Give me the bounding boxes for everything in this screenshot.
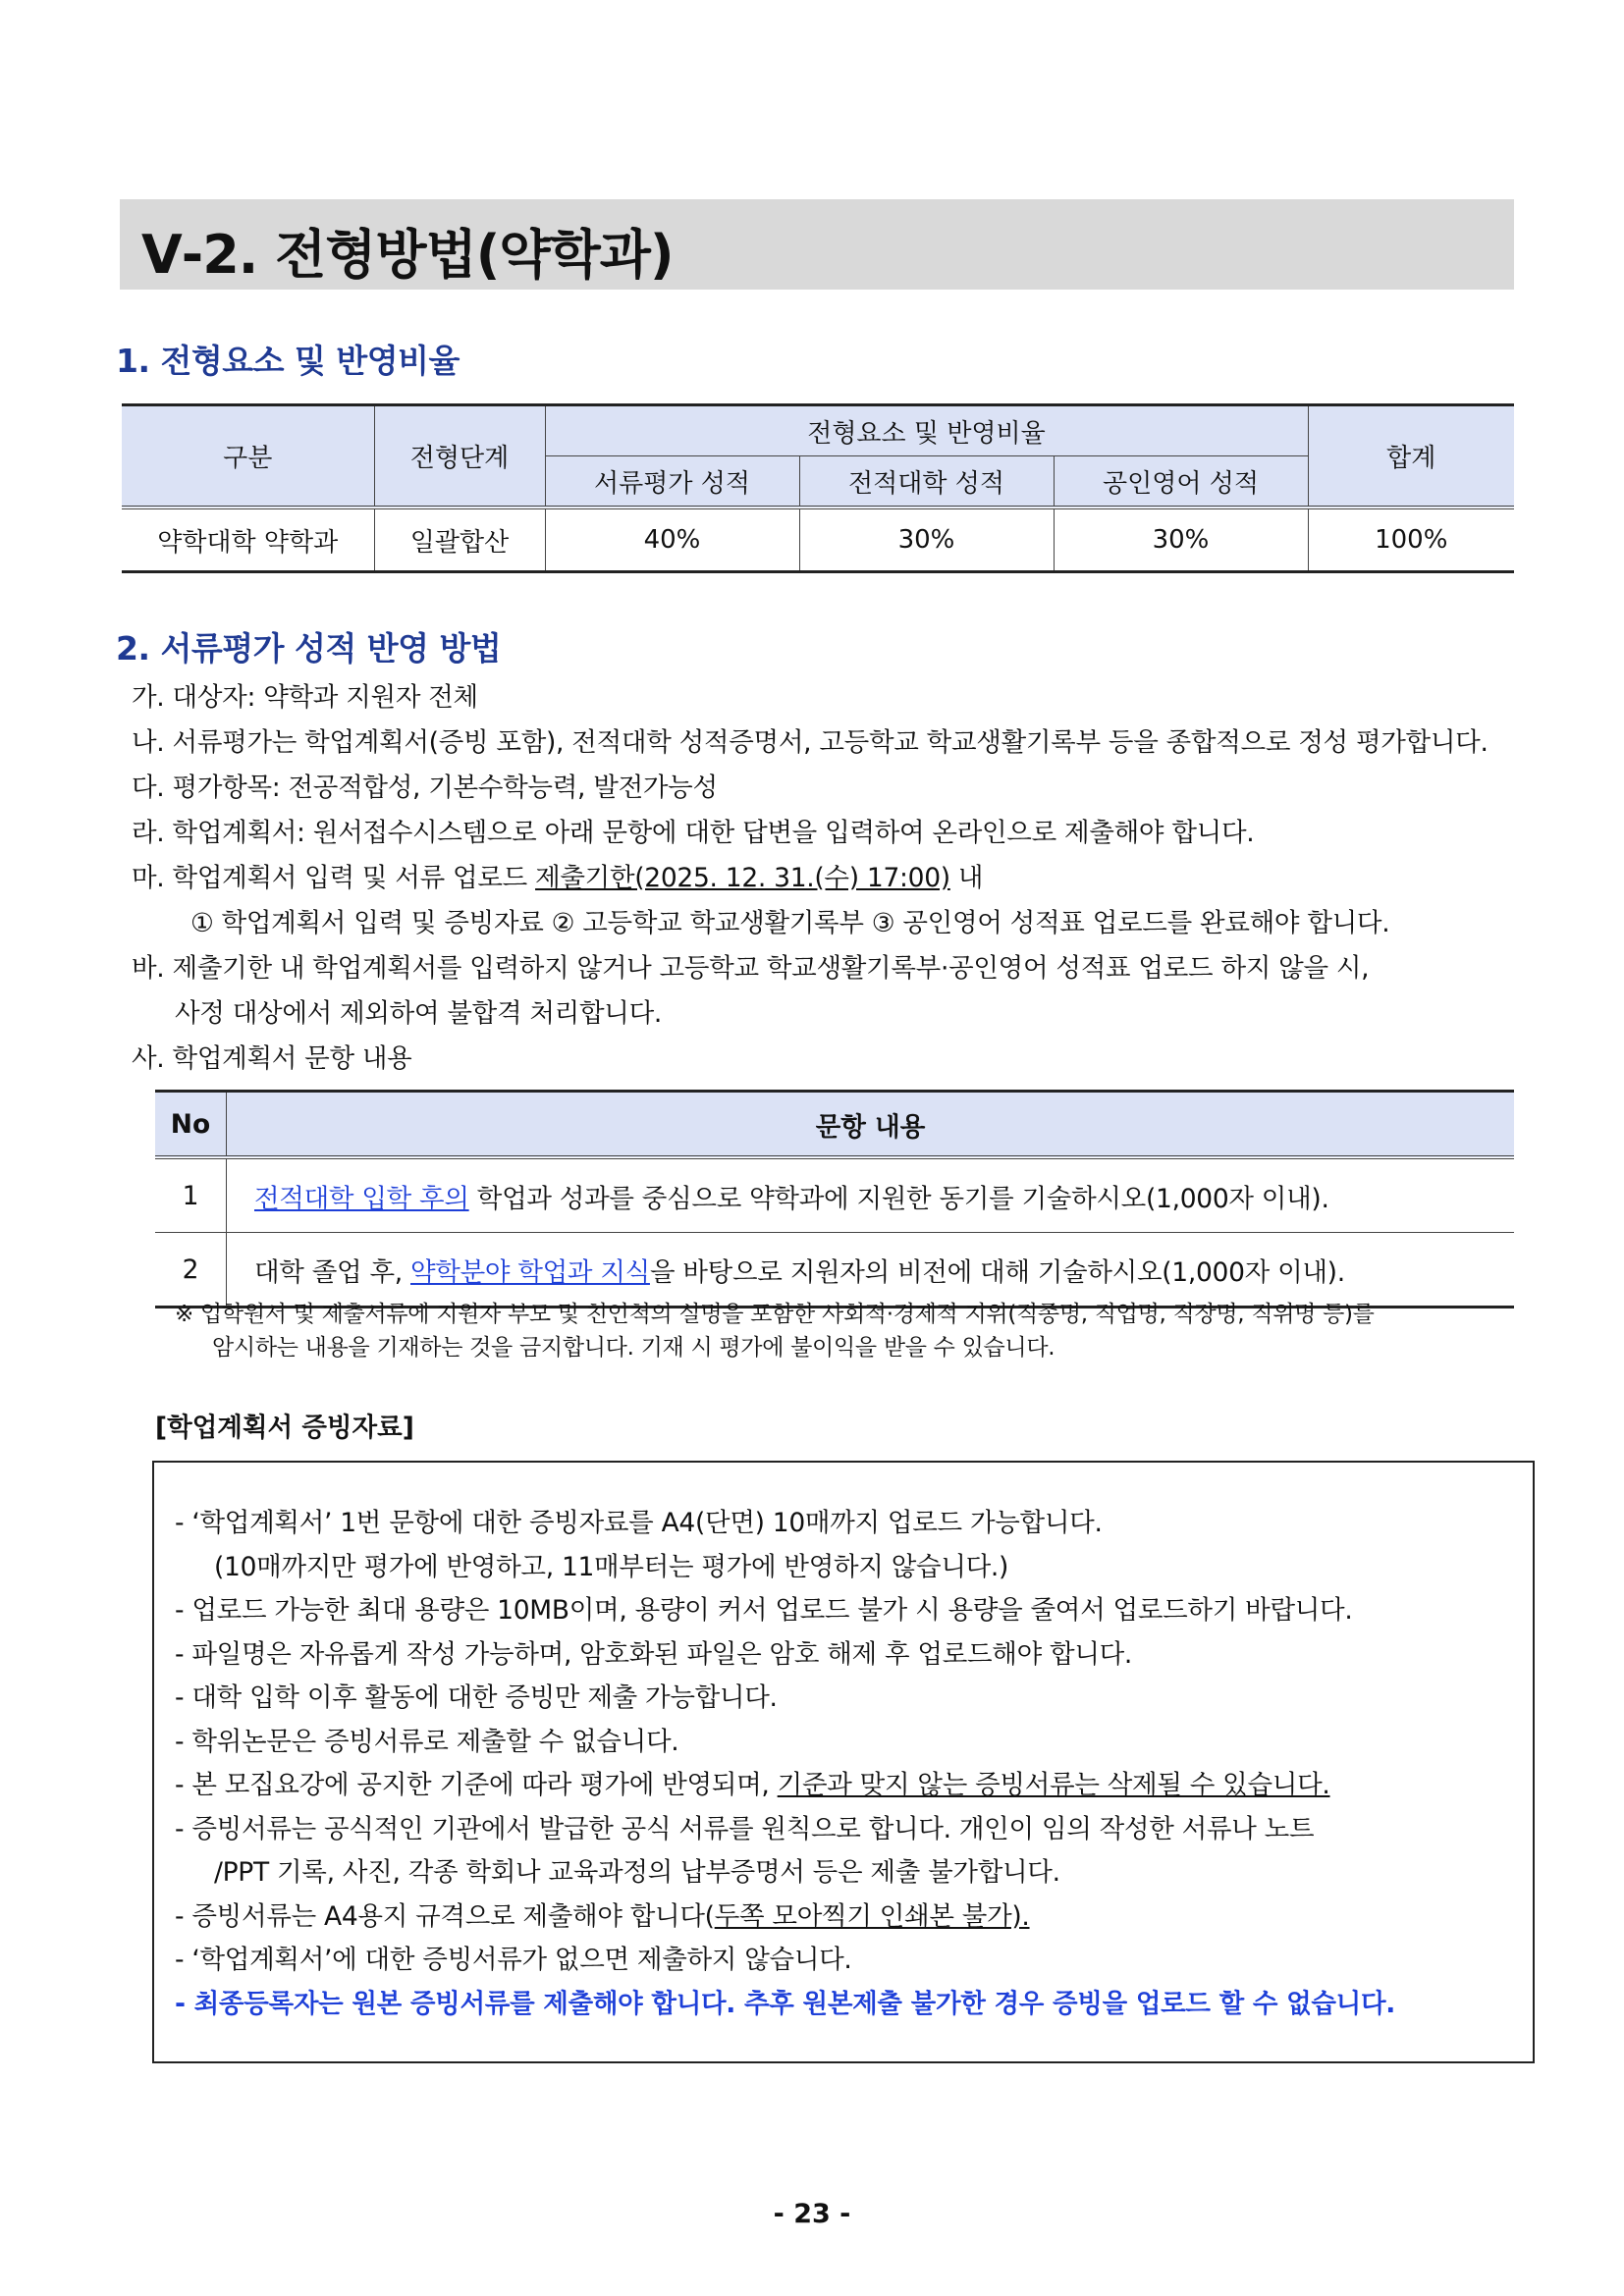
header-english: 공인영어 성적	[1054, 456, 1308, 508]
evidence-line-prefix: - 본 모집요강에 공지한 기준에 따라 평가에 반영되며,	[175, 1770, 778, 1800]
question-body: 을 바탕으로 지원자의 비전에 대해 기술하시오(1,000자 이내).	[649, 1256, 1345, 1288]
item-ma-cont: ① 학업계획서 입력 및 증빙자료 ② 고등학교 학교생활기록부 ③ 공인영어 성적표 업로드를 완료해야 합니다.	[190, 908, 1390, 938]
evidence-title: [학업계획서 증빙자료]	[155, 1413, 414, 1443]
header-no: No	[155, 1092, 227, 1158]
item-ma-suffix: 내	[949, 863, 984, 893]
evidence-list	[175, 1502, 1530, 2026]
header-stage: 전형단계	[374, 405, 545, 508]
header-category: 구분	[122, 405, 374, 508]
item-da: 다. 평가항목: 전공적합성, 기본수학능력, 발전가능성	[132, 773, 718, 803]
evidence-line: - 업로드 가능한 최대 용량은 10MB이며, 용량이 커서 업로드 불가 시 용량을 줄여서 업로드하기 바랍니다.	[175, 1595, 1353, 1626]
evidence-line	[175, 1896, 1530, 1940]
header-content: 문항 내용	[227, 1092, 1515, 1158]
question-body: 학업과 성과를 중심으로 약학과에 지원한 동기를 기술하시오(1,000자 이내).	[468, 1183, 1329, 1214]
question-text	[227, 1233, 1515, 1308]
question-prefix: 대학 졸업 후,	[254, 1256, 410, 1288]
cell-stage: 일괄합산	[374, 507, 545, 572]
header-group: 전형요소 및 반영비율	[545, 405, 1308, 456]
page-number: - 23 -	[773, 2199, 851, 2229]
table-row	[155, 1157, 1514, 1233]
notice	[175, 1298, 1530, 1364]
question-no: 2	[155, 1233, 227, 1308]
question-link[interactable]: 약학분야 학업과 지식	[410, 1256, 650, 1288]
table-row	[155, 1233, 1514, 1308]
evidence-line-cont: /PPT 기록, 사진, 각종 학회나 교육과정의 납부증명서 등은 제출 불가합니다.	[214, 1857, 1060, 1888]
section1-heading: 1. 전형요소 및 반영비율	[116, 342, 460, 380]
item-ra: 라. 학업계획서: 원서접수시스템으로 아래 문항에 대한 답변을 입력하여 온라인으로 제출해야 합니다.	[132, 818, 1255, 848]
question-text	[227, 1157, 1515, 1233]
notice-line2: 암시하는 내용을 기재하는 것을 금지합니다. 기재 시 평가에 불이익을 받을 수 있습니다.	[212, 1335, 1056, 1361]
cell-english: 30%	[1054, 507, 1308, 572]
cell-category: 약학대학 약학과	[122, 507, 374, 572]
notice-line1: ※ 입학원서 및 제출서류에 지원자 부모 및 친인척의 실명을 포함한 사회적·경제적 지위(직종명, 직업명, 직장명, 직위명 등)를	[175, 1302, 1375, 1327]
section2-heading: 2. 서류평가 성적 반영 방법	[116, 629, 502, 667]
question-no: 1	[155, 1157, 227, 1233]
table-row	[122, 507, 1514, 572]
submission-deadline: 제출기한(2025. 12. 31.(수) 17:00)	[535, 863, 950, 893]
item-ga: 가. 대상자: 약학과 지원자 전체	[132, 682, 478, 713]
cell-total: 100%	[1308, 507, 1514, 572]
evidence-line	[175, 1764, 1530, 1808]
ratio-table	[122, 403, 1514, 573]
item-sa: 사. 학업계획서 문항 내용	[132, 1043, 412, 1074]
section2-items	[132, 675, 1526, 1082]
evidence-line: - ‘학업계획서’ 1번 문항에 대한 증빙자료를 A4(단면) 10매까지 업로드 가능합니다.	[175, 1508, 1103, 1538]
evidence-line: - 파일명은 자유롭게 작성 가능하며, 암호화된 파일은 암호 해제 후 업로드해야 합니다.	[175, 1638, 1133, 1670]
header-total: 합계	[1308, 405, 1514, 508]
evidence-underlined: 두쪽 모아찍기 인쇄본 불가).	[714, 1900, 1030, 1932]
evidence-line-cont: (10매까지만 평가에 반영하고, 11매부터는 평가에 반영하지 않습니다.)	[214, 1551, 1009, 1582]
evidence-line: - ‘학업계획서’에 대한 증빙서류가 없으면 제출하지 않습니다.	[175, 1945, 852, 1975]
page-title-bar	[120, 199, 1514, 290]
evidence-line: - 학위논문은 증빙서류로 제출할 수 없습니다.	[175, 1726, 679, 1757]
item-ma	[132, 856, 1526, 901]
item-ba-cont: 사정 대상에서 제외하여 불합격 처리합니다.	[175, 998, 662, 1029]
cell-prev-univ: 30%	[799, 507, 1054, 572]
item-ba: 바. 제출기한 내 학업계획서를 입력하지 않거나 고등학교 학교생활기록부·공인영어 성적표 업로드 하지 않을 시,	[132, 953, 1370, 984]
questions-table	[155, 1090, 1514, 1308]
cell-doc-eval: 40%	[545, 507, 799, 572]
evidence-final-notice: - 최종등록자는 원본 증빙서류를 제출해야 합니다. 추후 원본제출 불가한 경우 증빙을 업로드 할 수 없습니다.	[175, 1988, 1396, 2019]
evidence-line: - 증빙서류는 공식적인 기관에서 발급한 공식 서류를 원칙으로 합니다. 개인이 임의 작성한 서류나 노트	[175, 1813, 1315, 1844]
evidence-line-prefix: - 증빙서류는 A4용지 규격으로 제출해야 합니다(	[175, 1900, 715, 1932]
question-link[interactable]: 전적대학 입학 후의	[254, 1183, 469, 1214]
header-doc-eval: 서류평가 성적	[545, 456, 799, 508]
page-title: Ⅴ-2. 전형방법(약학과)	[141, 224, 674, 286]
item-ma-prefix: 마. 학업계획서 입력 및 서류 업로드	[132, 863, 536, 893]
evidence-line: - 대학 입학 이후 활동에 대한 증빙만 제출 가능합니다.	[175, 1682, 778, 1713]
header-prev-univ: 전적대학 성적	[799, 456, 1054, 508]
evidence-underlined: 기준과 맞지 않는 증빙서류는 삭제될 수 있습니다.	[777, 1770, 1330, 1800]
item-na: 나. 서류평가는 학업계획서(증빙 포함), 전적대학 성적증명서, 고등학교 학교생활기록부 등을 종합적으로 정성 평가합니다.	[132, 727, 1489, 758]
